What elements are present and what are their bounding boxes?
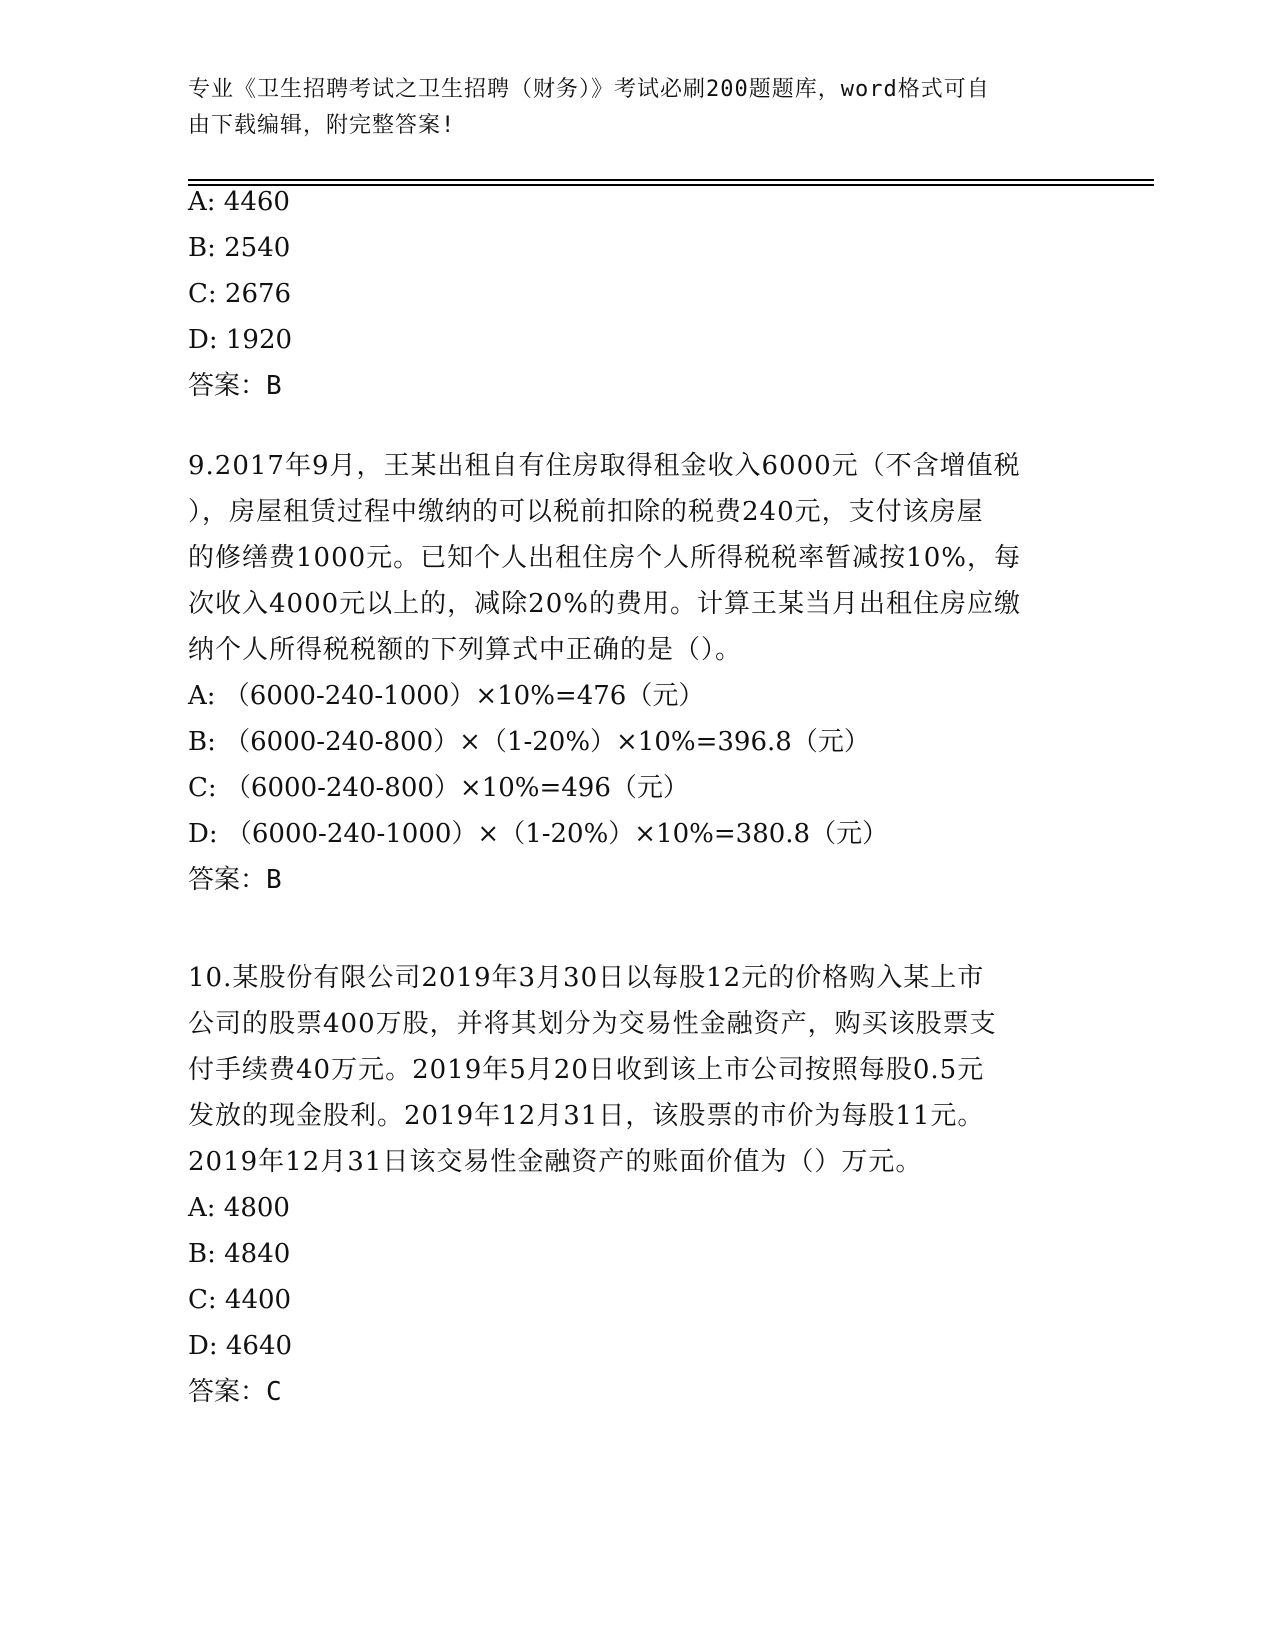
answer (188, 1369, 1078, 1415)
option-b: B: （6000-240-800）×（1-20%）×10%=396.8（元） (188, 727, 870, 757)
answer (188, 363, 1078, 409)
option-c: C: 4400 (188, 1285, 292, 1315)
answer-label: 答案： (188, 371, 267, 401)
question-stem-line: ），房屋租赁过程中缴纳的可以税前扣除的税费240元，支付该房屋 (188, 497, 984, 527)
question-10 (188, 955, 1078, 1415)
option-c: C: 2676 (188, 279, 292, 309)
question-stem-line: 发放的现金股利。2019年12月31日，该股票的市价为每股11元。 (188, 1101, 985, 1131)
question-stem-line: 付手续费40万元。2019年5月20日收到该上市公司按照每股0.5元 (188, 1055, 985, 1085)
question-stem-line: 纳个人所得税税额的下列算式中正确的是（）。 (188, 635, 743, 665)
answer (188, 857, 1078, 903)
answer-label: 答案： (188, 865, 267, 895)
option-b: B: 4840 (188, 1239, 291, 1269)
option-a: A: 4800 (188, 1193, 290, 1223)
header-line-1: 专业《卫生招聘考试之卫生招聘（财务）》考试必刷200题题库，word格式可自 (188, 77, 990, 102)
question-stem-line: 2019年12月31日该交易性金融资产的账面价值为（）万元。 (188, 1147, 923, 1177)
option-a: A: （6000-240-1000）×10%=476（元） (188, 681, 705, 711)
answer-label: 答案： (188, 1377, 267, 1407)
question-stem-line: 次收入4000元以上的，减除20%的费用。计算王某当月出租住房应缴 (188, 589, 1021, 619)
question-stem-line: 9.2017年9月，王某出租自有住房取得租金收入6000元（不含增值税 (188, 451, 1021, 481)
option-b: B: 2540 (188, 233, 291, 263)
question-9 (188, 443, 1078, 903)
header-line-2: 由下载编辑，附完整答案! (188, 113, 456, 138)
option-d: D: 4640 (188, 1331, 293, 1361)
answer-value: B (266, 371, 282, 401)
question-stem-line: 的修缮费1000元。已知个人出租住房个人所得税税率暂减按10%，每 (188, 543, 1021, 573)
option-c: C: （6000-240-800）×10%=496（元） (188, 773, 689, 803)
answer-value: B (266, 865, 282, 895)
answer-value: C (266, 1377, 282, 1407)
question-stem-line: 公司的股票400万股，并将其划分为交易性金融资产，购买该股票支 (188, 1009, 997, 1039)
document-header (188, 72, 1088, 144)
question-stem-line: 10.某股份有限公司2019年3月30日以每股12元的价格购入某上市 (188, 963, 985, 993)
option-a: A: 4460 (188, 187, 290, 217)
question-8 (188, 179, 1078, 409)
option-d: D: （6000-240-1000）×（1-20%）×10%=380.8（元） (188, 819, 889, 849)
option-d: D: 1920 (188, 325, 293, 355)
